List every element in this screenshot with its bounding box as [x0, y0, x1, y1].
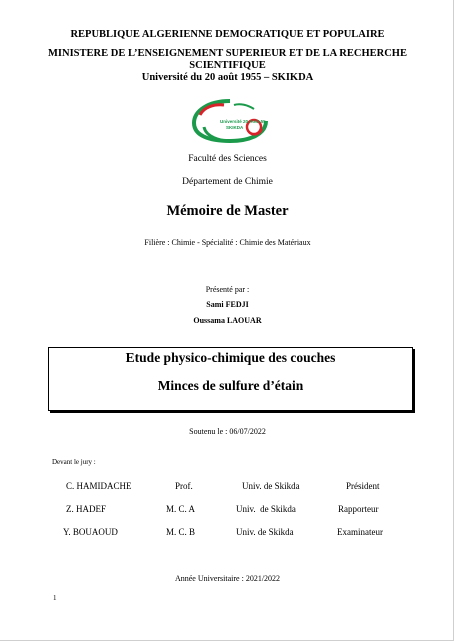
- jury-grade: M. C. B: [166, 527, 196, 537]
- jury-grade: Prof.: [175, 481, 193, 491]
- header-republic: REPUBLIQUE ALGERIENNE DEMOCRATIQUE ET POPULAIRE: [70, 29, 385, 40]
- department-name: Département de Chimie: [182, 177, 273, 187]
- jury-label: Devant le jury :: [52, 458, 96, 466]
- page-number: 1: [53, 594, 57, 602]
- thesis-title-line-2: Minces de sulfure d’étain: [157, 378, 304, 393]
- author-1: Sami FEDJI: [206, 300, 249, 309]
- thesis-type: Mémoire de Master: [166, 203, 289, 219]
- faculty-name: Faculté des Sciences: [188, 154, 267, 164]
- jury-name: C. HAMIDACHE: [66, 481, 132, 491]
- jury-role: Président: [346, 481, 380, 491]
- logo-text-university: Université 20 Août 55: [220, 119, 266, 124]
- defense-date: Soutenu le : 06/07/2022: [189, 427, 266, 436]
- jury-institution: Univ. de Skikda: [236, 527, 294, 537]
- jury-institution: Univ. de Skikda: [242, 481, 300, 491]
- logo-text-city: SKIKDA: [226, 125, 244, 130]
- field-specialty: Filière : Chimie - Spécialité : Chimie des Matériaux: [144, 238, 311, 247]
- jury-institution: Univ. de Skikda: [236, 504, 296, 514]
- jury-name: Y. BOUAOUD: [63, 527, 118, 537]
- header-ministry: MINISTERE DE L’ENSEIGNEMENT SUPERIEUR ET DE LA RECHERCHE: [48, 48, 407, 59]
- header-university: Université du 20 août 1955 – SKIKDA: [141, 72, 314, 83]
- jury-role: Rapporteur: [338, 504, 379, 514]
- thesis-title-box: [48, 347, 413, 411]
- jury-grade: M. C. A: [166, 504, 196, 514]
- author-2: Oussama LAOUAR: [193, 316, 262, 325]
- university-logo: [190, 97, 270, 145]
- jury-name: Z. HADEF: [66, 504, 106, 514]
- academic-year: Année Universitaire : 2021/2022: [174, 574, 281, 583]
- presented-by-label: Présenté par :: [205, 285, 250, 294]
- thesis-title-line-1: Etude physico-chimique des couches: [125, 350, 336, 365]
- header-ministry-cont: SCIENTIFIQUE: [189, 60, 266, 71]
- jury-role: Examinateur: [337, 527, 383, 537]
